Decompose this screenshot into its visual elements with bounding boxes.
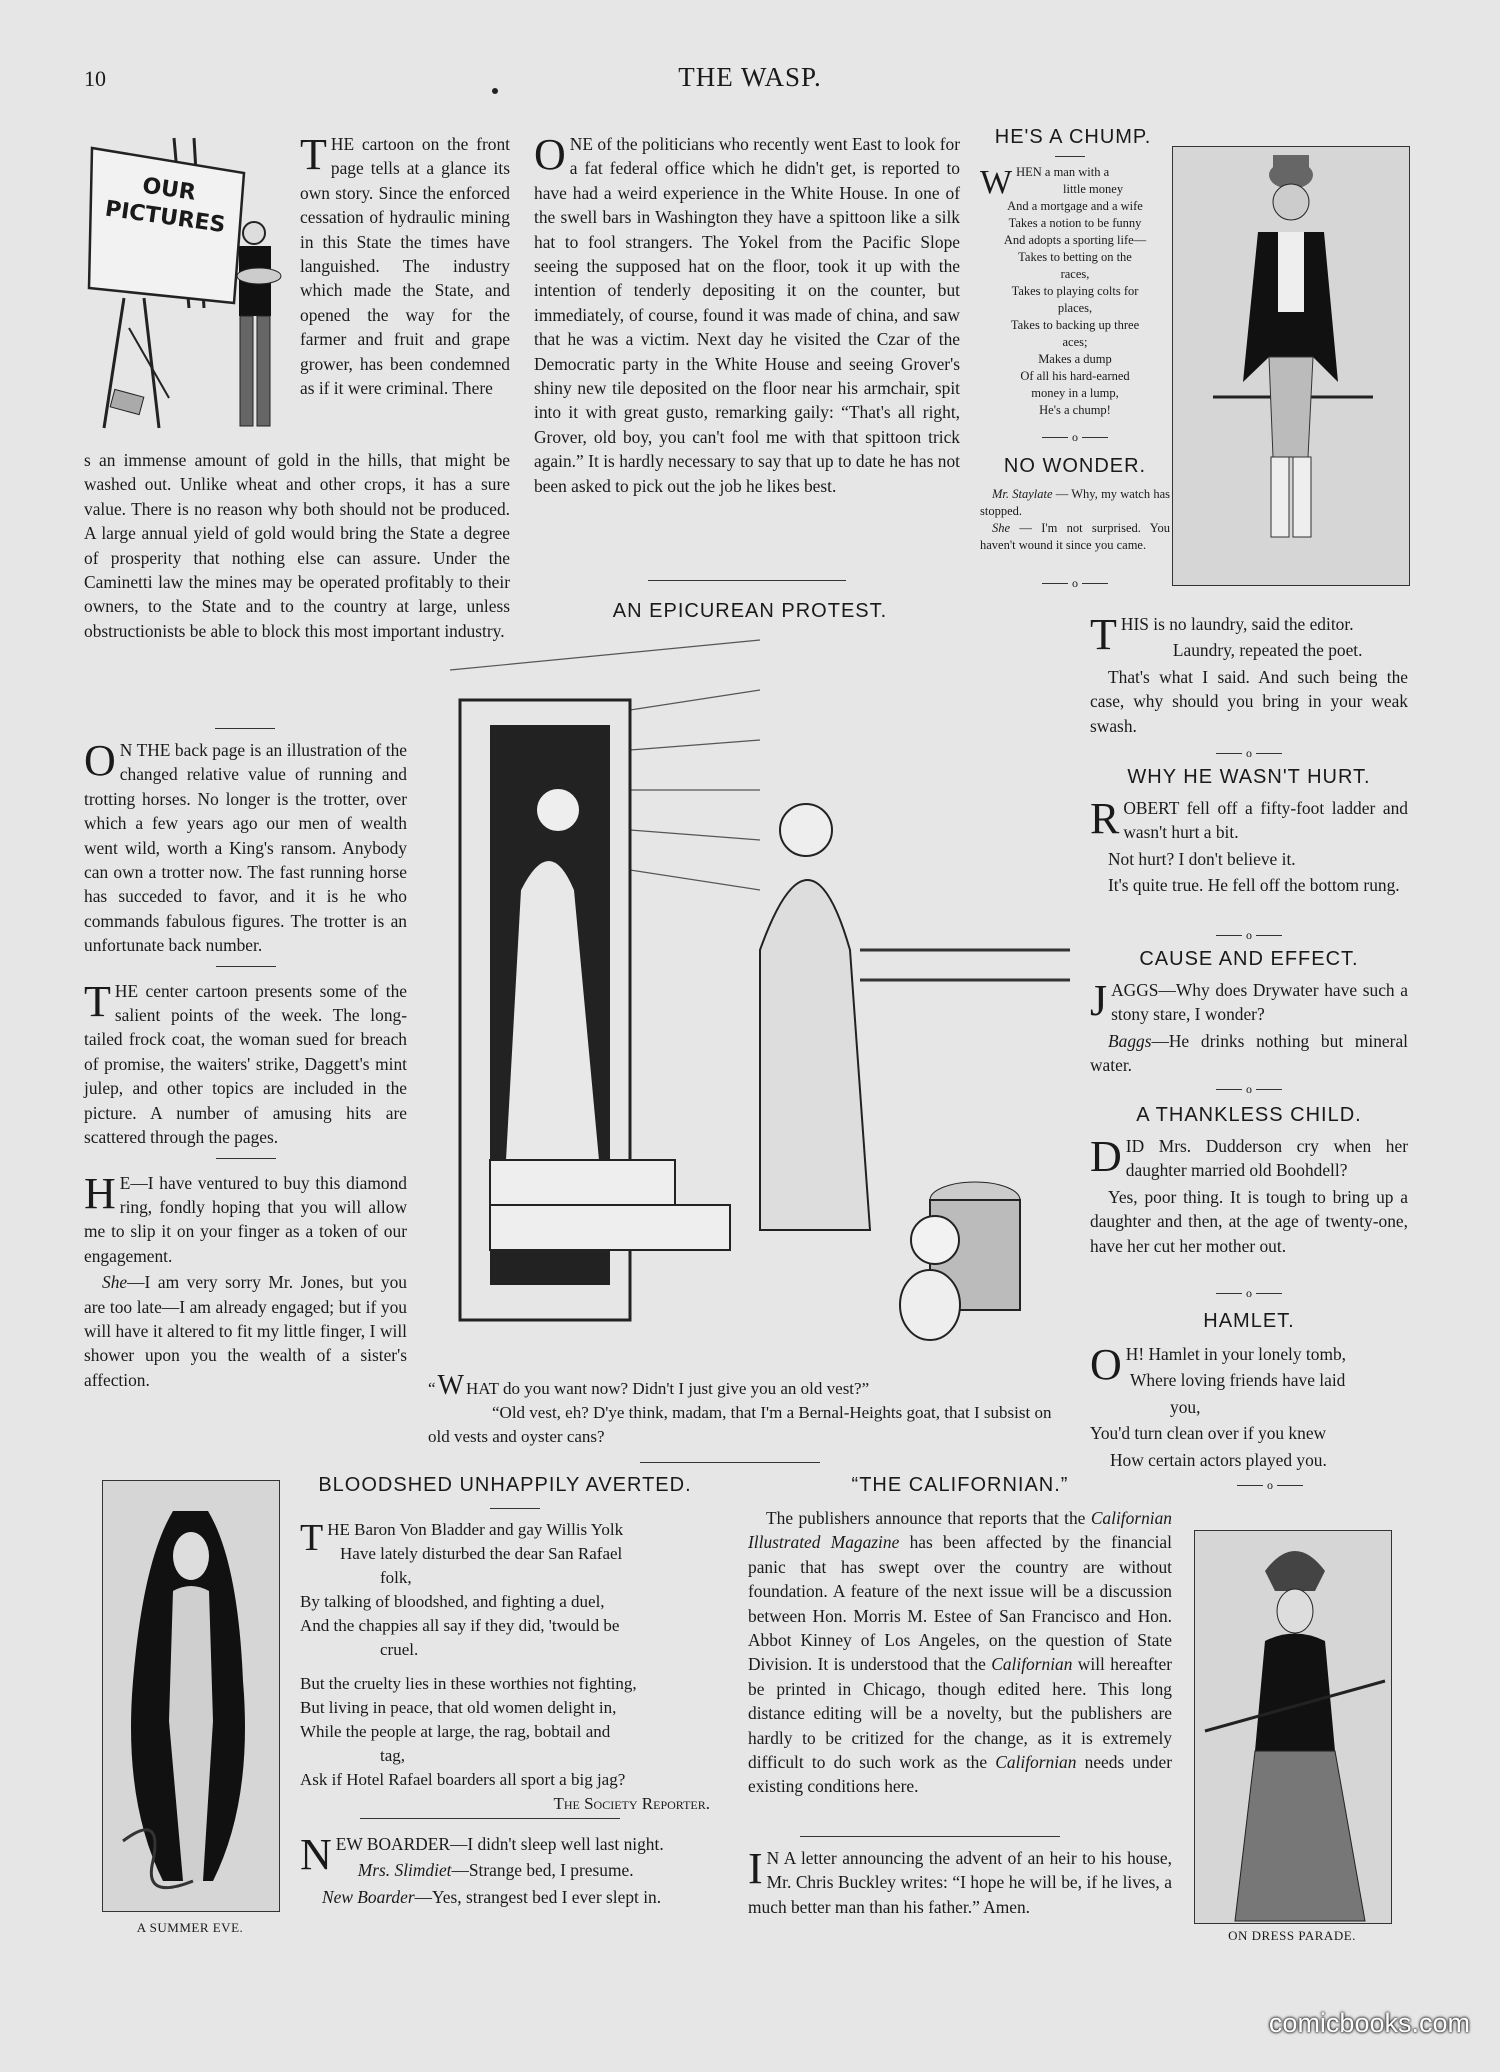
poem-line: But living in peace, that old women delight in, <box>300 1698 617 1717</box>
caption-text: HAT do you want now? Didn't I just give you an old vest?” <box>465 1379 870 1398</box>
dialogue: — I'm not surprised. You haven't wound it since you came. <box>980 521 1170 552</box>
separator: o <box>980 430 1170 445</box>
summer-eve-caption: A SUMMER EVE. <box>136 1920 244 1935</box>
para-text: Not hurt? I don't believe it. <box>1108 848 1296 869</box>
buckley-story <box>748 1846 1172 1919</box>
poem-line: Ask if Hotel Rafael boarders all sport a big jag? <box>300 1770 626 1789</box>
para-text: ID Mrs. Dudderson cry when her daughter married old Boohdell? <box>1125 1136 1408 1181</box>
poem-line: By talking of bloodshed, and fighting a duel, <box>300 1592 605 1611</box>
poem-line: little money <box>1063 182 1124 196</box>
poem-line: H! Hamlet in your lonely tomb, <box>1125 1344 1347 1364</box>
separator: o <box>1090 1082 1408 1097</box>
dress-parade-illustration <box>1194 1530 1392 1924</box>
our-pictures-para1 <box>300 132 510 400</box>
para-text: OBERT fell off a fifty-foot ladder and wasn't hurt a bit. <box>1123 798 1408 843</box>
divider <box>215 728 275 729</box>
dropcap: H <box>84 1168 116 1218</box>
caption-text: “Old vest, eh? D'ye think, madam, that I'm a Bernal-Heights goat, that I subsist on old vests and oyster cans? <box>428 1403 1052 1446</box>
dropcap: W <box>980 164 1013 201</box>
poem-line: And the chappies all say if they did, 'twould be <box>300 1616 620 1635</box>
divider <box>800 1836 1060 1837</box>
speaker: Mrs. Slimdiet <box>357 1860 452 1881</box>
bloodshed-title: BLOODSHED UNHAPPILY AVERTED. <box>318 1474 692 1496</box>
dropcap: I <box>748 1844 763 1893</box>
cause-effect-title: CAUSE AND EFFECT. <box>1139 948 1359 970</box>
speaker: New Boarder <box>322 1886 415 1907</box>
magazine-name: Californian <box>991 1654 1073 1675</box>
para-text: HE center cartoon presents some of the salient points of the week. The long-tailed frock coat, the woman sued for breach of promise, the waiters' strike, Daggett's mint julep, and other topics are included in the picture. A number of amusing hits are scattered through the pages. <box>84 980 407 1148</box>
bloodshed-poem <box>300 1518 730 1816</box>
dropcap: T <box>300 130 327 179</box>
dropcap: J <box>1090 976 1108 1025</box>
para-text: Yes, poor thing. It is tough to bring up a daughter and then, at the age of twenty-one, have her cut her mother out. <box>1090 1186 1408 1256</box>
epicurean-title: AN EPICUREAN PROTEST. <box>612 600 888 622</box>
poem-line: aces; <box>1062 335 1088 349</box>
poem-line: HEN a man with a <box>1016 165 1110 179</box>
separator: o <box>1170 1478 1370 1493</box>
para-text: HE cartoon on the front page tells at a glance its own story. Since the enforced cessation of hydraulic mining in this State the times have languished. The industry which made the State, and opened the way for the farmer and fruit and grape grower, has been condemned as if it were criminal. There <box>300 134 510 399</box>
para-text: Laundry, repeated the poet. <box>1172 640 1363 661</box>
thankless-story <box>1090 1134 1408 1258</box>
poem-line: You'd turn clean over if you knew <box>1090 1423 1327 1444</box>
our-pictures-illustration <box>84 128 294 440</box>
separator: o <box>1090 1286 1408 1301</box>
poem-line: you, <box>1170 1396 1201 1417</box>
para-text: EW BOARDER—I didn't sleep well last night. <box>335 1834 664 1854</box>
page-number: 10 <box>84 66 106 91</box>
wasnt-hurt-story <box>1090 796 1408 898</box>
chump-poem <box>980 164 1170 419</box>
poem-line: How certain actors played you. <box>1110 1449 1327 1470</box>
laundry-story <box>1090 612 1408 738</box>
dress-parade-drawing <box>1195 1531 1391 1923</box>
dropcap: T <box>1090 610 1117 659</box>
para-text: The publishers announce that reports that the <box>766 1508 1091 1528</box>
para-text: will hereafter be printed in Chicago, though edited here. This long distance editing will be a novelty, but the publishers are hardly to be critized for the change, as it is extremely difficult to do such work as the <box>748 1654 1172 1773</box>
para-text: has been affected by the financial panic that has swept over the country are without foundation. A feature of the next issue will be a discussion between Hon. Morris M. Estee of San Francisco and Hon. Abbot Kinney of Los Angeles, on the question of State Division. It is understood that the <box>748 1532 1172 1675</box>
chump-title: HE'S A CHUMP. <box>994 126 1152 148</box>
poem-line: money in a lump, <box>1031 386 1119 400</box>
poem-line: And a mortgage and a wife <box>1007 199 1143 213</box>
para-text: N A letter announcing the advent of an heir to his house, Mr. Chris Buckley writes: “I hope he will be, if he lives, a much better man than his father.” Amen. <box>748 1848 1172 1917</box>
poem-line: races, <box>1060 267 1090 281</box>
masthead: THE WASP. <box>678 62 822 92</box>
poem-line: Takes a notion to be funny <box>1008 216 1142 230</box>
para-text: —He drinks nothing but mineral water. <box>1090 1030 1408 1076</box>
para-text: HIS is no laundry, said the editor. <box>1120 614 1354 634</box>
divider <box>360 1818 620 1819</box>
dropcap: O <box>84 736 116 785</box>
para-text: needs under existing conditions here. <box>748 1752 1172 1797</box>
poem-line: Where loving friends have laid <box>1130 1370 1346 1391</box>
divider <box>216 1158 276 1159</box>
hamlet-title: HAMLET. <box>1203 1310 1295 1332</box>
divider <box>216 966 276 967</box>
signature: The Society Reporter. <box>553 1794 710 1813</box>
dropcap: W <box>437 1370 464 1401</box>
poem-line: Makes a dump <box>1038 352 1112 366</box>
dropcap: T <box>300 1517 324 1559</box>
no-wonder-text <box>980 486 1170 554</box>
dropcap: N <box>300 1830 332 1879</box>
watermark: comicbooks.com <box>1268 2008 1470 2038</box>
gentleman-illustration <box>1172 146 1410 586</box>
poem-line: tag, <box>380 1746 406 1765</box>
para-text: It's quite true. He fell off the bottom rung. <box>1108 875 1400 896</box>
left-column-lower <box>84 738 407 1392</box>
ornament-dot <box>492 88 498 94</box>
californian-title: “THE CALIFORNIAN.” <box>851 1474 1069 1496</box>
para-text: That's what I said. And such being the case, why should you bring in your weak swash. <box>1090 666 1408 736</box>
speaker: Baggs <box>1108 1030 1152 1051</box>
dropcap: O <box>534 130 566 179</box>
poem-line: And adopts a sporting life— <box>1003 233 1147 247</box>
para-text: —I am very sorry Mr. Jones, but you are too late—I am already engaged; but if you will have it altered to fit my little finger, I will shower upon you the wealth of a sister's affection. <box>84 1272 407 1390</box>
para-text: N THE back page is an illustration of the changed relative value of running and trotting horses. No longer is the trotter, over which a few years ago our men of wealth went wild, worth a King's ransom. Anybody can own a trotter now. The fast running horse has succeded to favor, and it is he who commands fabulous figures. The trotter is an unfortunate back number. <box>84 740 407 956</box>
poem-line: cruel. <box>380 1640 419 1659</box>
poem-line: folk, <box>380 1568 412 1587</box>
divider <box>490 1508 540 1509</box>
dropcap: D <box>1090 1132 1122 1181</box>
wasnt-hurt-title: WHY HE WASN'T HURT. <box>1127 766 1371 788</box>
summer-eve-drawing <box>103 1481 279 1911</box>
para-text: —Yes, strangest bed I ever slept in. <box>414 1886 662 1907</box>
no-wonder-title: NO WONDER. <box>1003 455 1147 477</box>
magazine-name: Californian <box>995 1752 1077 1773</box>
para-text: NE of the politicians who recently went East to look for a fat federal office which he didn't get, is reported to have had a weird experience in the White House. In one of the swell bars in Washington they have a spittoon like a silk hat to fool strangers. The Yokel from the Pacific Slope seeing the supposed hat on the floor, took it up with the intention of tenderly depositing it on the counter, but immediately, of course, found it was made of china, and saw that he was a victim. Next day he visited the Czar of the Democratic party in the White House and seeing Grover's shiny new tile deposited on the floor near his armchair, spit into it with great gusto, remarking gaily: “That's all right, Grover, old boy, you can't fool me with that spittoon trick again.” It is hardly necessary to say that up to date he has not been asked to pick out the job he likes best. <box>534 134 960 496</box>
our-pictures-sign: OUR PICTURES <box>103 173 227 239</box>
poem-line: Takes to betting on the <box>1018 250 1132 264</box>
separator: o <box>980 576 1170 591</box>
poem-line: But the cruelty lies in these worthies not fighting, <box>300 1674 637 1693</box>
epicurean-caption <box>428 1370 1074 1449</box>
poem-line: Of all his hard-earned <box>1020 369 1130 383</box>
open-quote: “ <box>428 1379 436 1398</box>
speaker: Mr. Staylate <box>992 487 1053 501</box>
summer-eve-illustration <box>102 1480 280 1912</box>
dropcap: O <box>1090 1340 1122 1389</box>
separator: o <box>1090 746 1408 761</box>
magazine-name: Californian Illustrated Magazine <box>748 1508 1172 1553</box>
poem-line: places, <box>1057 301 1093 315</box>
divider <box>640 1462 820 1463</box>
dialogue: — Why, my watch has stopped. <box>980 487 1170 518</box>
speaker: She <box>992 521 1011 535</box>
dropcap: R <box>1090 794 1120 843</box>
poem-line: He's a chump! <box>1039 403 1111 417</box>
politician-story <box>534 132 960 498</box>
para-text: —Strange bed, I presume. <box>451 1860 634 1881</box>
separator: o <box>1090 928 1408 943</box>
thankless-title: A THANKLESS CHILD. <box>1136 1104 1362 1126</box>
dress-parade-caption: ON DRESS PARADE. <box>1228 1928 1356 1943</box>
speaker: She <box>102 1272 128 1293</box>
dropcap: T <box>84 976 111 1026</box>
poem-line: Takes to backing up three <box>1010 318 1140 332</box>
poem-line: HE Baron Von Bladder and gay Willis Yolk <box>327 1520 624 1539</box>
poem-line: Have lately disturbed the dear San Rafael <box>340 1544 623 1563</box>
para-text: AGGS—Why does Drywater have such a stony stare, I wonder? <box>1111 980 1408 1025</box>
divider <box>648 580 846 581</box>
epicurean-illustration <box>430 630 1070 1370</box>
boarder-story <box>300 1832 724 1909</box>
cause-effect-story <box>1090 978 1408 1078</box>
poem-line: Takes to playing colts for <box>1011 284 1139 298</box>
para-text: s an immense amount of gold in the hills, that might be washed out. Unlike wheat and other crops, it has a sure value. There is no reason why both should not be produced. A large annual yield of gold would bring the State a degree of prosperity that nothing else can assure. Under the Caminetti law the mines may be operated profitably to their owners, to the State and to the country at large, unless obstructionists be able to block this most important industry. <box>84 450 510 641</box>
para-text: E—I have ventured to buy this diamond ring, fondly hoping that you will allow me to slip it on your finger as a token of our engagement. <box>84 1172 407 1266</box>
hamlet-poem <box>1090 1342 1408 1472</box>
californian-story <box>748 1506 1172 1799</box>
poem-line: While the people at large, the rag, bobtail and <box>300 1722 611 1741</box>
epicurean-drawing <box>430 630 1070 1370</box>
gentleman-drawing <box>1173 147 1409 585</box>
divider <box>1055 156 1085 157</box>
